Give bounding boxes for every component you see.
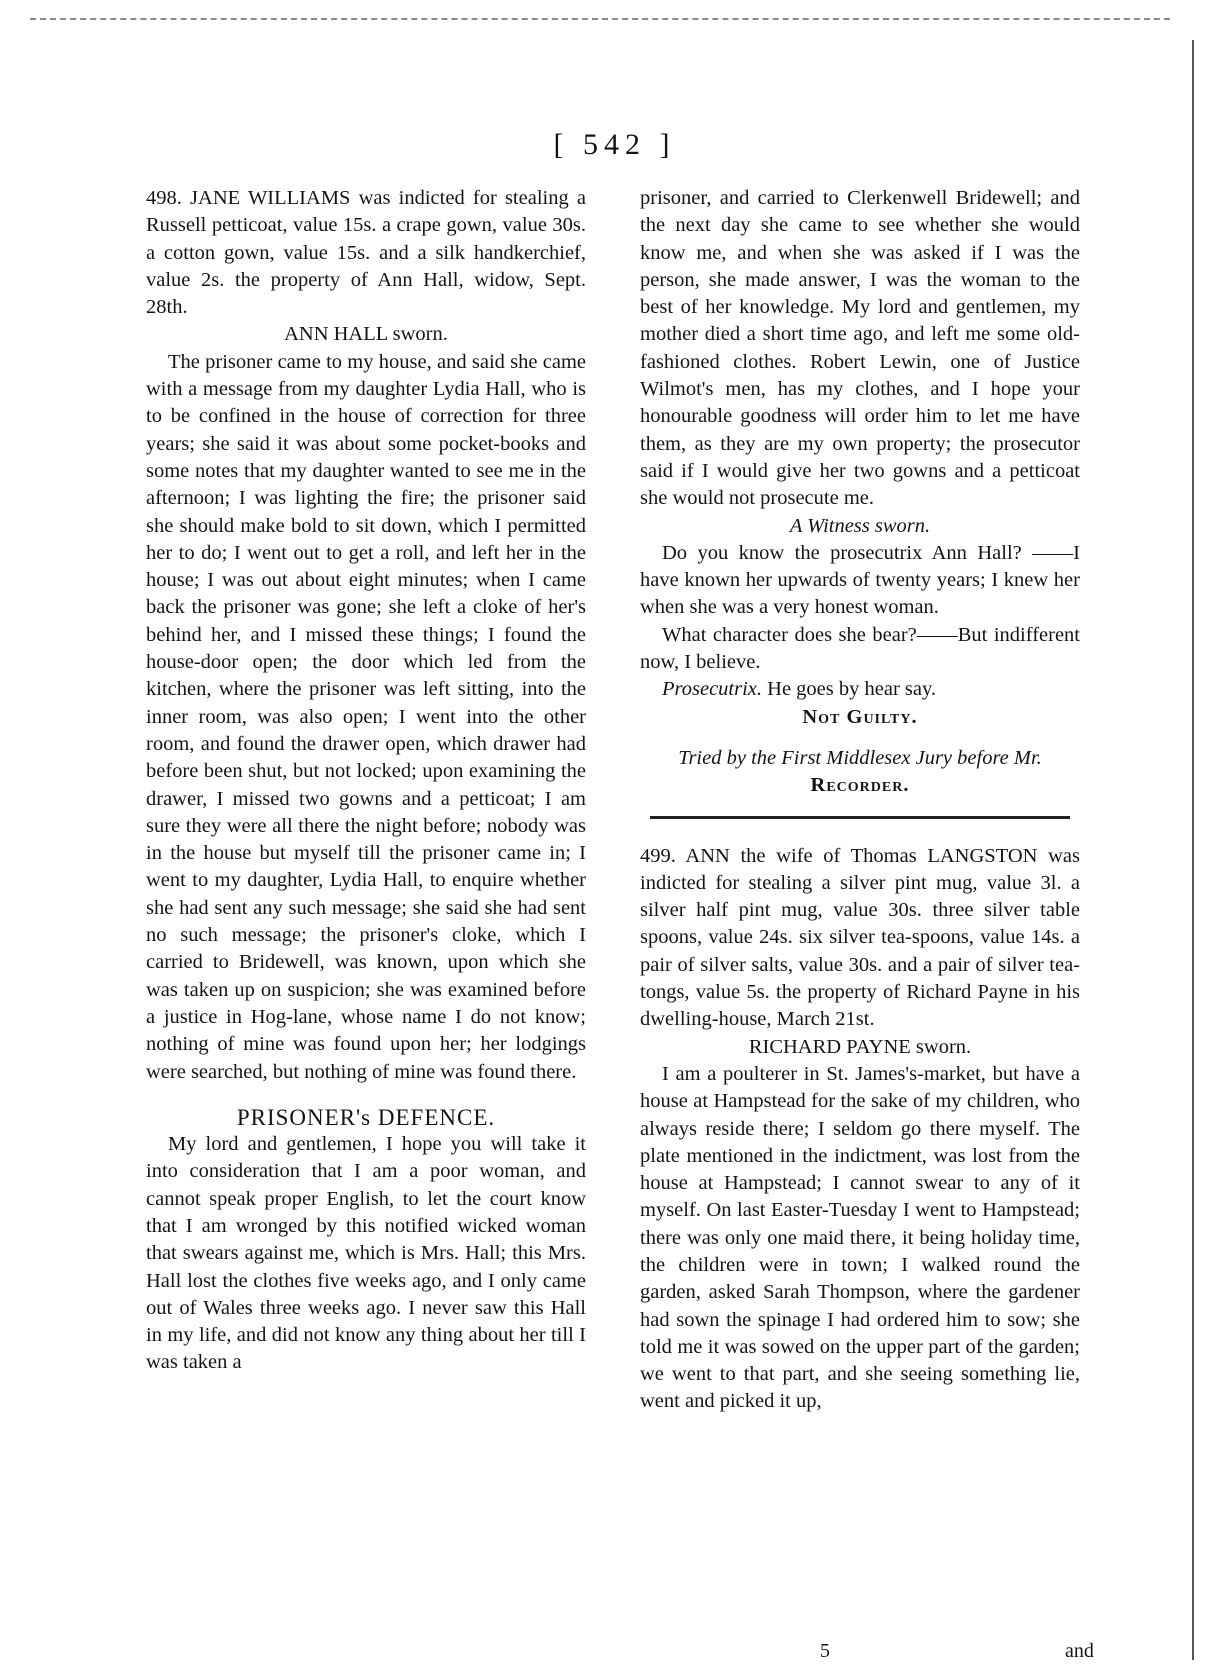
right-column <box>640 185 1080 1416</box>
prosecutrix-line <box>640 676 1080 703</box>
catchword: and <box>1065 1640 1094 1662</box>
section-divider <box>650 816 1070 819</box>
defence-continued: prisoner, and carried to Clerkenwell Bridewell; and the next day she came to see whether she would know me, and when she was asked if I was the person, she made answer, I was the woman to the best of her knowledge. My lord and gentlemen, my mother died a short time ago, and left me some old-fashioned clothes. Robert Lewin, one of Justice Wilmot's men, has my clothes, and I hope your honourable goodness will order him to let me have them, as they are my own property; the prosecutor said if I would give her two gowns and a petticoat she would not prosecute me. <box>640 187 1080 510</box>
prisoner-defence: My lord and gentlemen, I hope you will take it into consideration that I am a poor woman, and cannot speak proper English, to let the court know that I am wronged by this notified wicked woman that swears against me, which is Mrs. Hall; this Mrs. Hall lost the clothes five weeks ago, and I only came out of Wales three weeks ago. I never saw this Hall in my life, and did not know any thing about her till I was taken a <box>146 1133 586 1374</box>
top-border-rule <box>30 18 1170 20</box>
verdict: Not Guilty. <box>802 705 918 728</box>
ann-hall-testimony: The prisoner came to my house, and said she came with a message from my daughter Lydia Hall, who is to be confined in the house of correction for three years; she said it was about some pocket-books and some notes that my daughter wanted to see me in the afternoon; I was lighting the fire; the prisoner said she should make bold to sit down, which I permitted her to do; I went out to get a roll, and left her in the house; I was out about eight minutes; when I came back the prisoner was gone; she left a cloke of her's behind her, and I missed these things; I found the house-door open; the door which led from the kitchen, where the prisoner was left sitting, into the inner room, was also open; I went into the other room, and found the drawer open, which drawer had before been shut, but not locked; upon examining the drawer, I missed two gowns and a petticoat; I am sure they were all there the night before; nobody was in the house but myself till the prisoner came in; I went to my daughter, Lydia Hall, to enquire whether she had sent any such message; she said she had sent no such message; the prisoner's cloke, which I carried to Bridewell, was known, upon which she was taken up on suspicion; she was examined before a justice in Hog-lane, whose name I do not know; nothing of mine was found upon her; her lodgings were searched, but nothing of mine was found there. <box>146 350 586 1083</box>
prosecutrix-label: Prosecutrix. <box>662 678 763 701</box>
witness-question-2: What character does she bear?——But indifferent now, I believe. <box>640 623 1080 674</box>
prosecutrix-text: He goes by hear say. <box>767 678 937 701</box>
recorder: Recorder. <box>810 774 910 797</box>
witness-heading-richard-payne: RICHARD PAYNE sworn. <box>748 1035 972 1058</box>
left-column <box>146 185 586 1377</box>
witness-heading-anonymous: A Witness sworn. <box>789 514 931 537</box>
page-number: [ 542 ] <box>553 128 676 161</box>
signature-mark: 5 <box>820 1640 830 1662</box>
witness-heading-ann-hall: ANN HALL sworn. <box>284 323 448 346</box>
defence-heading: PRISONER's DEFENCE. <box>236 1104 496 1130</box>
richard-payne-testimony: I am a poulterer in St. James's-market, but have a house at Hampstead for the sake of my children, who always reside there; I seldom go there myself. The plate mentioned in the indictment, was lost from the house at Hampstead; I cannot swear to any of it myself. On last Easter-Tuesday I went to Hampstead; there was only one maid there, it being holiday time, the children were in town; I walked round the garden, asked Sarah Thompson, where the gardener had sown the spinage I had ordered him to sow; she told me it was sowed on the upper part of the garden; we went to that part, and she seeing something lie, went and picked it up, <box>640 1062 1080 1413</box>
jury-note: Tried by the First Middlesex Jury before Mr. <box>678 746 1042 769</box>
witness-question-1: Do you know the prosecutrix Ann Hall? ——I have known her upwards of twenty years; I knew her when she was a very honest woman. <box>640 541 1080 619</box>
right-edge-rule <box>1192 40 1194 1660</box>
case-499-indictment: 499. ANN the wife of Thomas LANGSTON was indicted for stealing a silver pint mug, value 3l. a silver half pint mug, value 30s. three silver table spoons, value 24s. six silver tea-spoons, value 14s. a pair of silver salts, value 30s. and a pair of silver tea-tongs, value 5s. the property of Richard Payne in his dwelling-house, March 21st. <box>640 844 1080 1031</box>
case-498-indictment: 498. JANE WILLIAMS was indicted for stealing a Russell petticoat, value 15s. a crape gown, value 30s. a cotton gown, value 15s. and a silk handkerchief, value 2s. the property of Ann Hall, widow, Sept. 28th. <box>146 187 586 319</box>
